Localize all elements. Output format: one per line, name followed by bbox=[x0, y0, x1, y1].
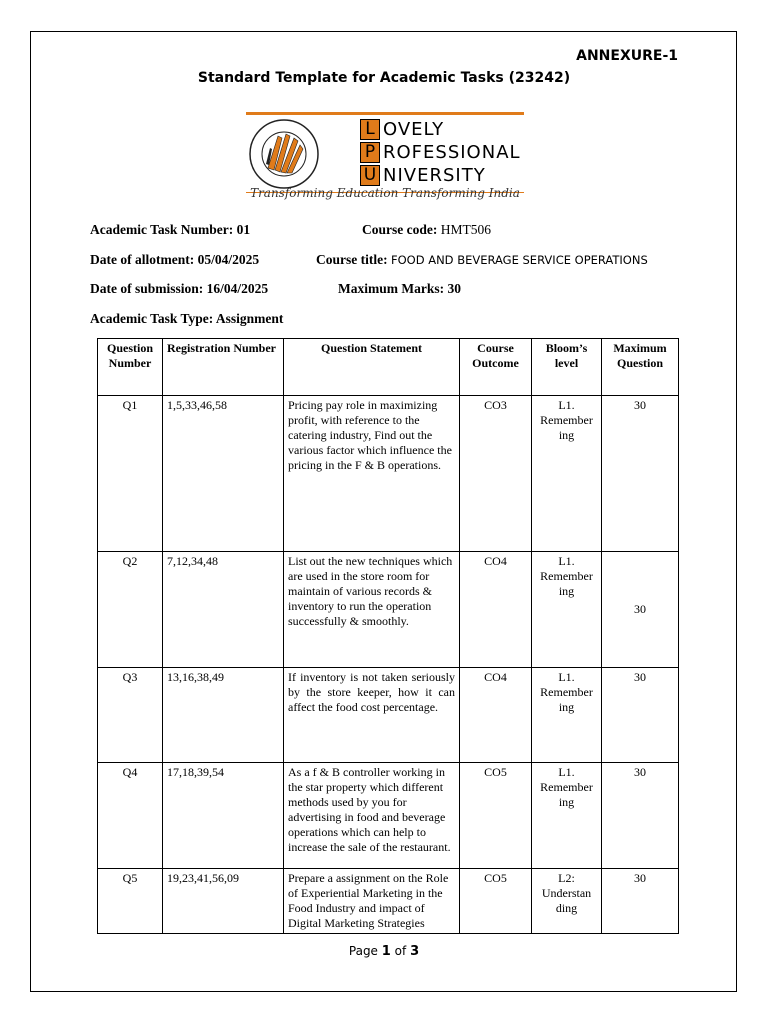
university-seal-icon bbox=[248, 118, 320, 190]
allotment-row bbox=[90, 252, 259, 268]
wordmark-row-university bbox=[360, 164, 521, 186]
blooms-level-cell: L1. Remember ing bbox=[532, 668, 602, 763]
task-type-value: Assignment bbox=[215, 311, 284, 326]
wordmark-word: ROFESSIONAL bbox=[383, 141, 521, 163]
allotment-label: Date of allotment: bbox=[90, 252, 195, 267]
course-code-row bbox=[362, 222, 491, 238]
course-outcome-cell: CO5 bbox=[460, 763, 532, 869]
table-row bbox=[98, 396, 679, 552]
table-row bbox=[98, 869, 679, 934]
page-footer bbox=[0, 944, 768, 959]
task-number-value: 01 bbox=[236, 222, 251, 237]
registration-cell: 1,5,33,46,58 bbox=[163, 396, 284, 552]
course-title-label: Course title: bbox=[316, 252, 388, 267]
wordmark-letter: P bbox=[360, 142, 380, 163]
wordmark-word: NIVERSITY bbox=[383, 164, 486, 186]
question-statement-cell: Pricing pay role in maximizing profit, with reference to the catering industry, Find out the various factor which influence the pricing in the F & B operations. bbox=[284, 396, 460, 552]
table-row bbox=[98, 552, 679, 668]
logo-tagline: Transforming Education Transforming India bbox=[250, 186, 520, 200]
max-marks-row bbox=[338, 281, 461, 297]
page-label: Page bbox=[348, 944, 378, 958]
task-type-row bbox=[90, 311, 283, 327]
registration-cell: 17,18,39,54 bbox=[163, 763, 284, 869]
logo-top-rule bbox=[246, 112, 524, 115]
wordmark-row-professional bbox=[360, 141, 521, 163]
submission-value: 16/04/2025 bbox=[206, 281, 269, 296]
course-outcome-cell: CO4 bbox=[460, 668, 532, 763]
header-registration-number: Registration Number bbox=[163, 339, 284, 396]
table-row bbox=[98, 763, 679, 869]
wordmark-word: OVELY bbox=[383, 118, 445, 140]
registration-cell: 19,23,41,56,09 bbox=[163, 869, 284, 934]
question-number-cell: Q1 bbox=[98, 396, 163, 552]
task-type-label: Academic Task Type: bbox=[90, 311, 214, 326]
wordmark-letter: U bbox=[360, 165, 380, 186]
page-total: 3 bbox=[410, 944, 420, 959]
academic-task-table bbox=[97, 338, 679, 934]
course-code-label: Course code: bbox=[362, 222, 438, 237]
header-blooms-level: Bloom’s level bbox=[532, 339, 602, 396]
max-marks-label: Maximum Marks: bbox=[338, 281, 445, 296]
max-marks-value: 30 bbox=[447, 281, 461, 296]
blooms-level-cell: L1. Remember ing bbox=[532, 396, 602, 552]
registration-cell: 7,12,34,48 bbox=[163, 552, 284, 668]
max-question-cell: 30 bbox=[602, 869, 679, 934]
annexure-label: ANNEXURE-1 bbox=[576, 48, 678, 64]
header-course-outcome: Course Outcome bbox=[460, 339, 532, 396]
submission-row bbox=[90, 281, 268, 297]
question-number-cell: Q4 bbox=[98, 763, 163, 869]
question-statement-cell: As a f & B controller working in the star property which different methods used by you for advertising in food and beverage operations which can help to increase the sale of the restaurant. bbox=[284, 763, 460, 869]
registration-cell: 13,16,38,49 bbox=[163, 668, 284, 763]
of-label: of bbox=[394, 944, 407, 958]
course-outcome-cell: CO3 bbox=[460, 396, 532, 552]
course-outcome-cell: CO4 bbox=[460, 552, 532, 668]
course-code-value: HMT506 bbox=[440, 222, 491, 237]
blooms-level-cell: L1. Remember ing bbox=[532, 763, 602, 869]
university-logo bbox=[244, 112, 526, 206]
page-number: 1 bbox=[381, 944, 391, 959]
max-question-cell: 30 bbox=[602, 552, 679, 668]
header-maximum-question: Maximum Question bbox=[602, 339, 679, 396]
question-number-cell: Q5 bbox=[98, 869, 163, 934]
course-outcome-cell: CO5 bbox=[460, 869, 532, 934]
header-question-number: Question Number bbox=[98, 339, 163, 396]
max-question-cell: 30 bbox=[602, 668, 679, 763]
blooms-level-cell: L2: Understan ding bbox=[532, 869, 602, 934]
question-statement-cell: List out the new techniques which are used in the store room for maintain of various records & inventory to run the operation successfully & smoothly. bbox=[284, 552, 460, 668]
question-number-cell: Q3 bbox=[98, 668, 163, 763]
wordmark-row-lovely bbox=[360, 118, 521, 140]
header-question-statement: Question Statement bbox=[284, 339, 460, 396]
question-statement-cell: If inventory is not taken seriously by the store keeper, how it can affect the food cost percentage. bbox=[284, 668, 460, 763]
question-number-cell: Q2 bbox=[98, 552, 163, 668]
table-row bbox=[98, 668, 679, 763]
table-header-row bbox=[98, 339, 679, 396]
course-title-row bbox=[316, 252, 648, 268]
university-wordmark bbox=[360, 118, 521, 187]
task-number-label: Academic Task Number: bbox=[90, 222, 234, 237]
max-question-cell: 30 bbox=[602, 763, 679, 869]
submission-label: Date of submission: bbox=[90, 281, 204, 296]
question-statement-cell: Prepare a assignment on the Role of Experiential Marketing in the Food Industry and impact of Digital Marketing Strategies bbox=[284, 869, 460, 934]
course-title-value: FOOD AND BEVERAGE SERVICE OPERATIONS bbox=[390, 253, 648, 267]
allotment-value: 05/04/2025 bbox=[197, 252, 260, 267]
document-title: Standard Template for Academic Tasks (23242) bbox=[197, 70, 571, 86]
blooms-level-cell: L1. Remember ing bbox=[532, 552, 602, 668]
max-question-cell: 30 bbox=[602, 396, 679, 552]
task-number-row bbox=[90, 222, 250, 238]
wordmark-letter: L bbox=[360, 119, 380, 140]
